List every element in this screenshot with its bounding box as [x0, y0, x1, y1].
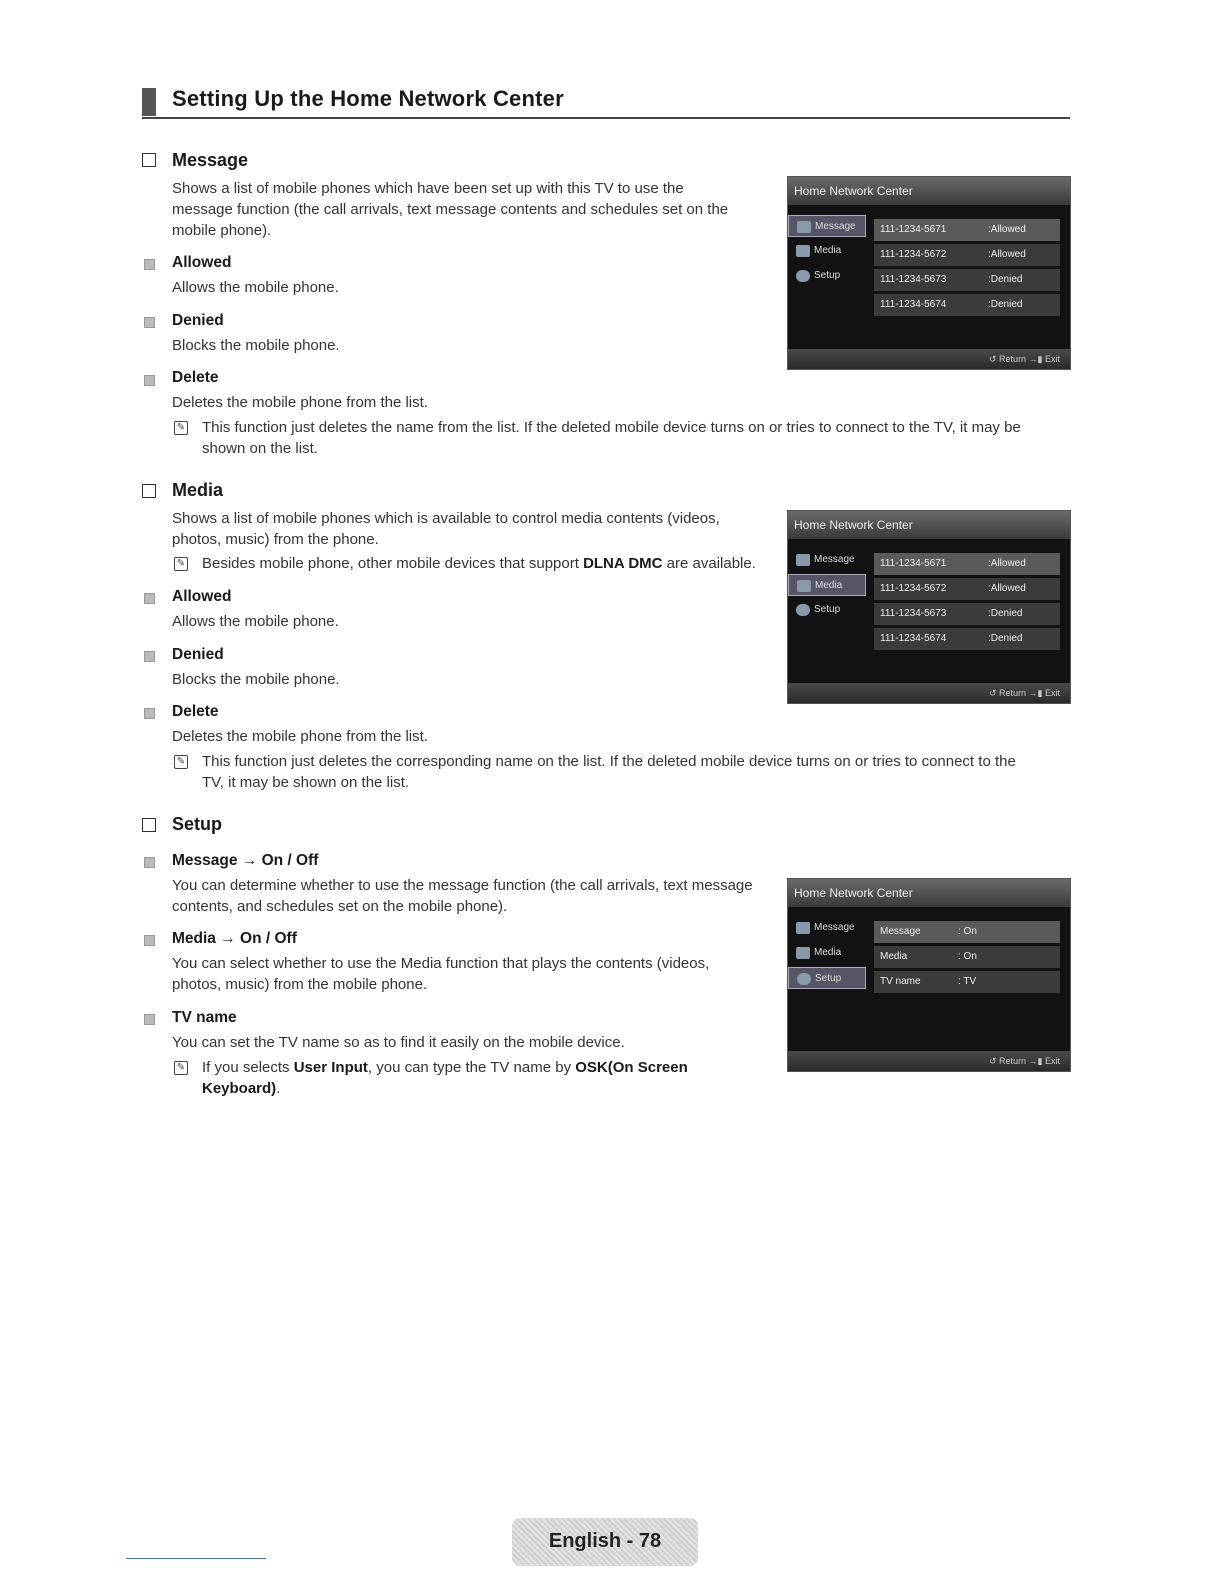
setup-tvname-desc: You can set the TV name so as to find it easily on the mobile device.: [172, 1034, 625, 1051]
setup-media-title: Media → On / Off: [172, 930, 297, 947]
gear-icon: [797, 973, 811, 985]
envelope-icon: [796, 922, 810, 934]
message-denied-title: Denied: [172, 312, 224, 329]
bottom-rule: [126, 1558, 266, 1559]
tv-setup-row: TV name : TV: [874, 971, 1060, 993]
setup-message-title: Message → On / Off: [172, 852, 319, 869]
tv-menu: [788, 549, 866, 624]
tv-menu-setup: Setup: [788, 265, 866, 287]
tv-screenshot-message: [787, 176, 1071, 370]
tv-header: Home Network Center: [788, 879, 1070, 907]
message-allowed-desc: Allows the mobile phone.: [172, 279, 339, 296]
tv-menu-media: Media: [788, 942, 866, 964]
section-checkbox-icon: [142, 818, 156, 832]
bullet-icon: [144, 1014, 155, 1025]
tv-phone-row: 111-1234-5674 :Denied: [874, 294, 1060, 316]
tv-phone-row: 111-1234-5672 :Allowed: [874, 578, 1060, 600]
tv-setup-row: Media : On: [874, 946, 1060, 968]
gear-icon: [796, 270, 810, 282]
bullet-icon: [144, 935, 155, 946]
page-title: Setting Up the Home Network Center: [172, 86, 564, 111]
media-denied-title: Denied: [172, 646, 224, 663]
envelope-icon: [797, 221, 811, 233]
message-delete-desc: Deletes the mobile phone from the list.: [172, 394, 428, 411]
note-icon: [174, 557, 188, 571]
section-heading-setup: Setup: [172, 814, 223, 834]
tv-menu-setup: Setup: [788, 967, 866, 989]
tv-phone-row: 111-1234-5672 :Allowed: [874, 244, 1060, 266]
message-allowed-title: Allowed: [172, 254, 232, 271]
bullet-icon: [144, 708, 155, 719]
tv-phone-row: 111-1234-5674 :Denied: [874, 628, 1060, 650]
tv-screenshot-media: [787, 510, 1071, 704]
tv-menu: [788, 215, 866, 290]
tv-menu-message: Message: [788, 215, 866, 237]
tv-footer: ↺ Return →▮ Exit: [788, 349, 1070, 369]
note-icon: [174, 1061, 188, 1075]
tv-menu-media: Media: [788, 240, 866, 262]
gear-icon: [796, 604, 810, 616]
message-delete-note: This function just deletes the name from the list. If the deleted mobile device turns on or tries to connect to the TV, it may be shown on the list.: [202, 419, 1021, 457]
bullet-icon: [144, 593, 155, 604]
section-checkbox-icon: [142, 153, 156, 167]
tv-phone-row: 111-1234-5673 :Denied: [874, 603, 1060, 625]
envelope-icon: [796, 554, 810, 566]
tv-menu-setup: Setup: [788, 599, 866, 621]
section-heading-media: Media: [172, 480, 224, 500]
message-delete-title: Delete: [172, 369, 219, 386]
media-icon: [797, 580, 811, 592]
setup-message-desc: You can determine whether to use the message function (the call arrivals, text message contents, and schedules set on the mobile phone).: [172, 877, 753, 915]
section-heading-message: Message: [172, 150, 249, 170]
tv-header: Home Network Center: [788, 511, 1070, 539]
bullet-icon: [144, 317, 155, 328]
tv-menu-media: Media: [788, 574, 866, 596]
media-allowed-title: Allowed: [172, 588, 232, 605]
message-denied-desc: Blocks the mobile phone.: [172, 337, 340, 354]
tv-phone-row: 111-1234-5671 :Allowed: [874, 553, 1060, 575]
media-icon: [796, 947, 810, 959]
setup-tvname-note: If you selects User Input, you can type the TV name by OSK(On Screen Keyboard).: [202, 1059, 688, 1097]
tv-phone-row: 111-1234-5673 :Denied: [874, 269, 1060, 291]
tv-phone-list: [874, 219, 1060, 319]
media-icon: [796, 245, 810, 257]
tv-menu: [788, 917, 866, 992]
media-delete-note: This function just deletes the corresponding name on the list. If the deleted mobile device turns on or tries to connect to the TV, it may be shown on the list.: [202, 753, 1016, 791]
title-rule: [142, 117, 1070, 119]
message-desc: Shows a list of mobile phones which have been set up with this TV to use the message function (the call arrivals, text message contents and schedules set on the mobile phone).: [172, 180, 729, 239]
tv-screenshot-setup: [787, 878, 1071, 1072]
media-denied-desc: Blocks the mobile phone.: [172, 671, 340, 688]
media-delete-desc: Deletes the mobile phone from the list.: [172, 728, 428, 745]
tv-footer: ↺ Return →▮ Exit: [788, 1051, 1070, 1071]
media-note: Besides mobile phone, other mobile devices that support DLNA DMC are available.: [202, 555, 756, 572]
note-icon: [174, 755, 188, 769]
tv-menu-message: Message: [788, 917, 866, 939]
tv-menu-message: Message: [788, 549, 866, 571]
tv-phone-list: [874, 553, 1060, 653]
bullet-icon: [144, 259, 155, 270]
setup-media-desc: You can select whether to use the Media function that plays the contents (videos, photos, music) from the mobile phone.: [172, 955, 710, 993]
tv-setup-row: Message : On: [874, 921, 1060, 943]
tv-setup-list: [874, 921, 1060, 996]
tv-header: Home Network Center: [788, 177, 1070, 205]
section-checkbox-icon: [142, 484, 156, 498]
bullet-icon: [144, 375, 155, 386]
media-desc: Shows a list of mobile phones which is available to control media contents (videos, photos, music) from the phone.: [172, 510, 720, 548]
title-bar-mark: [142, 88, 156, 116]
setup-tvname-title: TV name: [172, 1009, 237, 1026]
note-icon: [174, 421, 188, 435]
tv-phone-row: 111-1234-5671 :Allowed: [874, 219, 1060, 241]
tv-footer: ↺ Return →▮ Exit: [788, 683, 1070, 703]
bullet-icon: [144, 857, 155, 868]
media-allowed-desc: Allows the mobile phone.: [172, 613, 339, 630]
page-number-badge: English - 78: [512, 1518, 698, 1566]
media-delete-title: Delete: [172, 703, 219, 720]
bullet-icon: [144, 651, 155, 662]
